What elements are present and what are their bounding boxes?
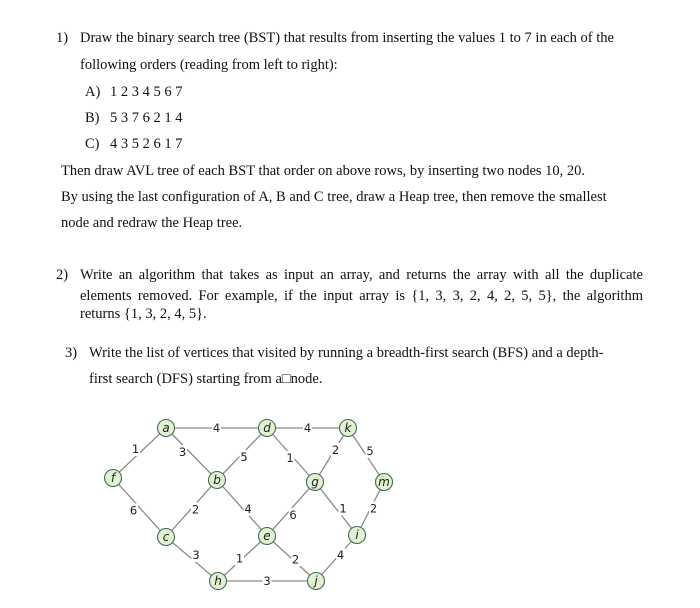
q1-avl-paragraph: Then draw AVL tree of each BST that order on above rows, by inserting two nodes 10, 20. bbox=[61, 163, 586, 179]
edge-f-c bbox=[113, 478, 166, 537]
node-k bbox=[340, 420, 357, 437]
edge-weight-d-b: 5 bbox=[240, 450, 248, 464]
node-label-h: h bbox=[214, 574, 222, 588]
edge-weight-k-g: 2 bbox=[331, 443, 340, 457]
node-label-f: f bbox=[110, 471, 116, 485]
edge-weight-a-d: 4 bbox=[212, 421, 221, 435]
q2-line-2: elements removed. For example, if the input array is {1, 3, 3, 2, 4, 2, 5, 5}, the algorithm bbox=[80, 288, 643, 304]
edge-weight-h-j: 3 bbox=[263, 574, 271, 588]
edge-a-b bbox=[166, 428, 217, 480]
q3-number: 3) bbox=[65, 345, 78, 361]
edge-weight-c-h: 3 bbox=[192, 548, 200, 562]
edge-weight-e-h: 1 bbox=[235, 551, 244, 566]
order-a-label: A) bbox=[85, 84, 101, 100]
edge-b-e bbox=[217, 480, 267, 536]
node-a bbox=[158, 420, 175, 437]
node-label-i: i bbox=[355, 528, 359, 542]
node-d bbox=[259, 420, 276, 437]
edge-weight-b-c: 2 bbox=[191, 502, 200, 517]
edge-weight-g-i: 1 bbox=[339, 501, 347, 516]
q1-heap-paragraph-2: node and redraw the Heap tree. bbox=[61, 215, 243, 231]
edge-weight-a-b: 3 bbox=[178, 445, 187, 459]
edge-weight-m-i: 2 bbox=[369, 501, 378, 516]
q1-line-2: following orders (reading from left to right): bbox=[80, 57, 338, 73]
edge-g-i bbox=[315, 482, 357, 535]
node-c bbox=[158, 529, 175, 546]
order-c-values: 4 3 5 2 6 1 7 bbox=[110, 136, 183, 152]
node-label-a: a bbox=[162, 421, 170, 435]
q2-line-1: Write an algorithm that takes as input an array, and returns the array with all the duplicate bbox=[80, 267, 643, 283]
node-i bbox=[349, 527, 366, 544]
node-label-e: e bbox=[263, 529, 271, 543]
edge-weight-a-f: 1 bbox=[131, 442, 140, 456]
order-c-label: C) bbox=[85, 136, 100, 152]
q3-line-2: first search (DFS) starting from a□node. bbox=[89, 371, 323, 387]
node-label-j: j bbox=[314, 574, 318, 588]
node-m bbox=[376, 474, 393, 491]
node-label-k: k bbox=[344, 421, 352, 435]
q1-line-1: Draw the binary search tree (BST) that results from inserting the values 1 to 7 in each of the bbox=[80, 30, 614, 46]
node-g bbox=[307, 474, 324, 491]
node-label-d: d bbox=[263, 421, 271, 435]
node-label-b: b bbox=[213, 473, 221, 487]
order-b-label: B) bbox=[85, 110, 100, 126]
node-e bbox=[259, 528, 276, 545]
q2-line-3: returns {1, 3, 2, 4, 5}. bbox=[80, 306, 207, 322]
node-b bbox=[209, 472, 226, 489]
q2-number: 2) bbox=[56, 267, 69, 283]
node-h bbox=[210, 573, 227, 590]
order-a-values: 1 2 3 4 5 6 7 bbox=[110, 84, 183, 100]
edge-weight-g-e: 6 bbox=[289, 508, 297, 522]
edge-weight-e-j: 2 bbox=[291, 552, 300, 567]
edge-weight-d-k: 4 bbox=[303, 421, 312, 435]
order-b-values: 5 3 7 6 2 1 4 bbox=[110, 110, 183, 126]
node-f bbox=[105, 470, 122, 487]
edge-weight-k-m: 5 bbox=[366, 444, 374, 458]
edge-weight-b-e: 4 bbox=[244, 502, 252, 516]
node-label-g: g bbox=[311, 475, 319, 489]
q1-number: 1) bbox=[56, 30, 69, 46]
edge-weight-f-c: 6 bbox=[129, 503, 138, 518]
edge-weight-d-g: 1 bbox=[286, 451, 294, 465]
node-label-m: m bbox=[378, 475, 390, 489]
q3-line-1: Write the list of vertices that visited by running a breadth-first search (BFS) and a depth- bbox=[89, 345, 604, 361]
edge-weight-i-j: 4 bbox=[336, 548, 345, 562]
q1-heap-paragraph-1: By using the last configuration of A, B and C tree, draw a Heap tree, then remove the smallest bbox=[61, 189, 607, 205]
node-j bbox=[308, 573, 325, 590]
node-label-c: c bbox=[162, 530, 170, 544]
